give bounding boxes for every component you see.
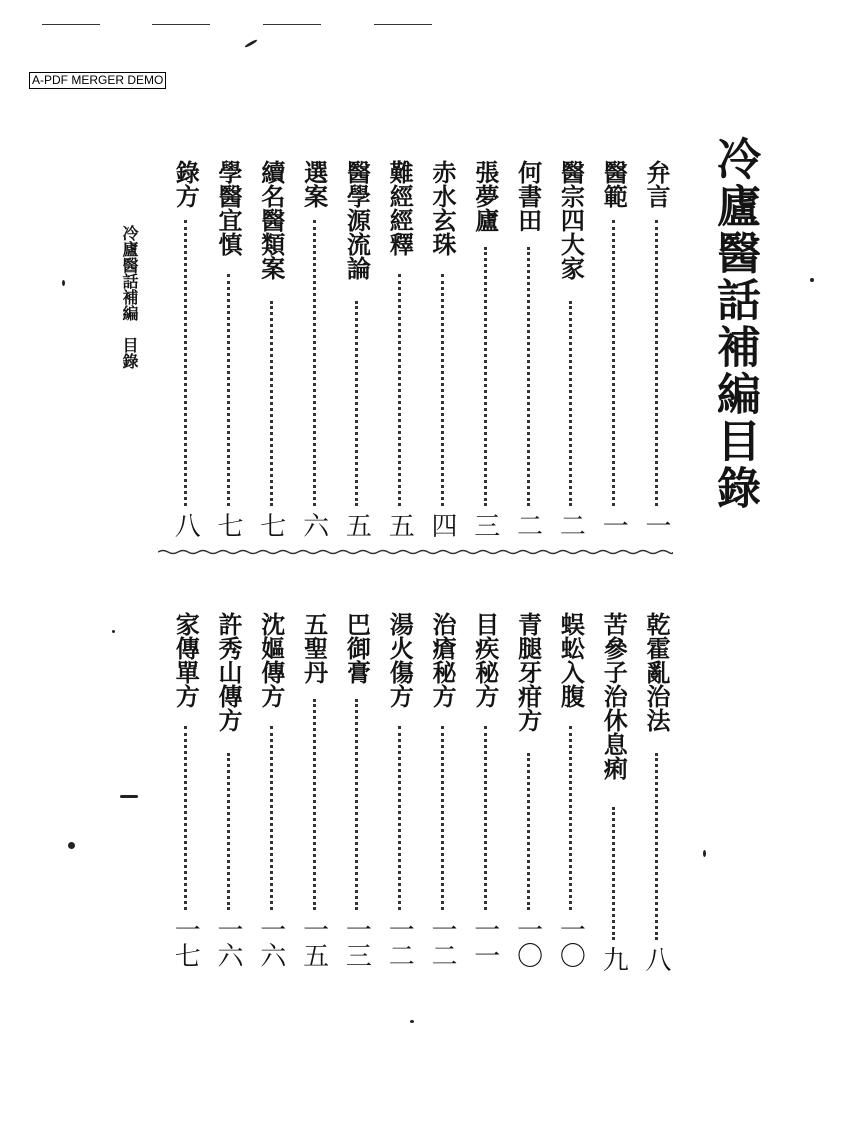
toc-entry-page: 五 [384, 512, 415, 538]
toc-entry-title: 赤水玄珠 [428, 160, 457, 256]
toc-entry-title: 沈嫗傳方 [256, 612, 286, 708]
leader-dots [184, 220, 187, 506]
toc-entry [168, 612, 202, 976]
leader-dots [655, 753, 658, 940]
toc-entry-page: 二 [512, 512, 543, 538]
toc-entry-title: 醫宗四大家 [556, 160, 586, 280]
leader-dots [184, 726, 187, 910]
toc-entry [596, 612, 630, 976]
toc-entry-title: 目疾秘方 [470, 612, 500, 708]
leader-dots [484, 247, 487, 506]
toc-entry-page: 四 [427, 512, 457, 538]
toc-entry-page: 一 [598, 512, 629, 538]
leader-dots [227, 753, 230, 910]
toc-entry-page: 二 [555, 512, 586, 538]
leader-dots [270, 301, 273, 506]
toc-entry-page: 一一 [469, 916, 500, 968]
toc-entry-title: 選案 [299, 160, 329, 208]
toc-entry-page: 一三 [341, 916, 372, 968]
toc-entry-title: 巴御膏 [342, 612, 372, 684]
scan-speck [244, 39, 258, 49]
leader-dots [398, 274, 401, 506]
top-rule-4 [374, 24, 432, 25]
scan-speck [62, 280, 65, 286]
toc-entry-page: 八 [170, 512, 201, 538]
scan-speck [703, 850, 706, 857]
toc-entry [297, 612, 331, 976]
toc-entry-title: 湯火傷方 [385, 612, 415, 708]
toc-entry-title: 蜈蚣入腹 [556, 612, 586, 708]
toc-entry-title: 弁言 [642, 160, 671, 208]
toc-entry-page: 一二 [427, 916, 457, 968]
toc-entry [553, 160, 587, 542]
toc-entry-title: 五聖丹 [299, 612, 329, 684]
leader-dots [655, 220, 658, 506]
leader-dots [612, 220, 615, 506]
leader-dots [313, 220, 316, 506]
toc-entry-page: 一〇 [512, 916, 543, 968]
leader-dots [355, 699, 358, 910]
toc-entry-title: 難經經釋 [385, 160, 415, 256]
toc-entry [382, 160, 416, 542]
toc-entry-page: 七 [213, 512, 243, 538]
toc-entry [254, 612, 288, 976]
toc-entry-title: 學醫宜慎 [214, 160, 243, 256]
toc-entry [382, 612, 416, 976]
leader-dots [227, 274, 230, 506]
toc-entry-page: 一〇 [555, 916, 586, 968]
leader-dots [484, 726, 487, 910]
toc-entry [297, 160, 331, 542]
toc-entry-page: 一五 [298, 916, 329, 968]
section-divider [158, 549, 673, 555]
top-rule-1 [42, 24, 100, 25]
toc-entry-title: 續名醫類案 [256, 160, 286, 280]
toc-entry-title: 錄方 [171, 160, 201, 208]
leader-dots [441, 726, 444, 910]
toc-entry-page: 八 [641, 946, 671, 972]
toc-entry-title: 何書田 [513, 160, 543, 232]
toc-entry [211, 612, 245, 976]
toc-entry [168, 160, 202, 542]
scan-speck [410, 1020, 414, 1023]
leader-dots [441, 274, 444, 506]
toc-entry [639, 160, 673, 542]
toc-entry [468, 160, 502, 542]
toc-entry-page: 九 [598, 946, 629, 972]
watermark-label: A-PDF MERGER DEMO [29, 72, 166, 89]
toc-entry-page: 一六 [255, 916, 286, 968]
toc-entry [553, 612, 587, 976]
toc-entry-page: 一 [641, 512, 671, 538]
page-title: 冷廬醫話補編目錄 [709, 136, 760, 512]
leader-dots [398, 726, 401, 910]
top-rule-3 [263, 24, 321, 25]
toc-entry-title: 醫學源流論 [342, 160, 372, 280]
toc-entry-title: 治瘡秘方 [428, 612, 457, 708]
leader-dots [313, 699, 316, 910]
toc-entry-page: 三 [469, 512, 500, 538]
scan-speck [810, 278, 814, 282]
toc-entry-title: 醫範 [599, 160, 629, 208]
toc-entry [339, 612, 373, 976]
toc-entry [254, 160, 288, 542]
toc-entry-title: 許秀山傳方 [214, 612, 243, 732]
toc-entry [468, 612, 502, 976]
leader-dots [355, 301, 358, 506]
toc-entry-title: 青腿牙疳方 [513, 612, 543, 732]
toc-entry [596, 160, 630, 542]
toc-entry [425, 612, 459, 976]
leader-dots [569, 301, 572, 506]
toc-entry-page: 五 [341, 512, 372, 538]
toc-entry-page: 一七 [170, 916, 201, 968]
toc-entry-page: 六 [298, 512, 329, 538]
toc-entry [211, 160, 245, 542]
toc-entry [339, 160, 373, 542]
leader-dots [612, 807, 615, 940]
running-head [118, 225, 141, 369]
running-head-section: 目錄 [120, 337, 139, 369]
toc-entry-page: 一六 [213, 916, 243, 968]
scan-speck [68, 842, 75, 849]
running-head-book: 冷廬醫話補編 [120, 225, 139, 321]
toc-entry-page: 一二 [384, 916, 415, 968]
leader-dots [527, 247, 530, 506]
scan-speck [120, 795, 138, 798]
toc-entry-title: 張夢廬 [470, 160, 500, 232]
leader-dots [569, 726, 572, 910]
toc-entry-title: 家傳單方 [171, 612, 201, 708]
toc-entry-title: 苦參子治休息痢 [599, 612, 629, 780]
leader-dots [527, 753, 530, 910]
toc-entry [425, 160, 459, 542]
toc-entry-title: 乾霍亂治法 [642, 612, 671, 732]
scan-speck [112, 630, 115, 633]
toc-entry-page: 七 [255, 512, 286, 538]
toc-entry [511, 160, 545, 542]
toc-entry [639, 612, 673, 976]
leader-dots [270, 726, 273, 910]
top-rule-2 [152, 24, 210, 25]
toc-entry [511, 612, 545, 976]
